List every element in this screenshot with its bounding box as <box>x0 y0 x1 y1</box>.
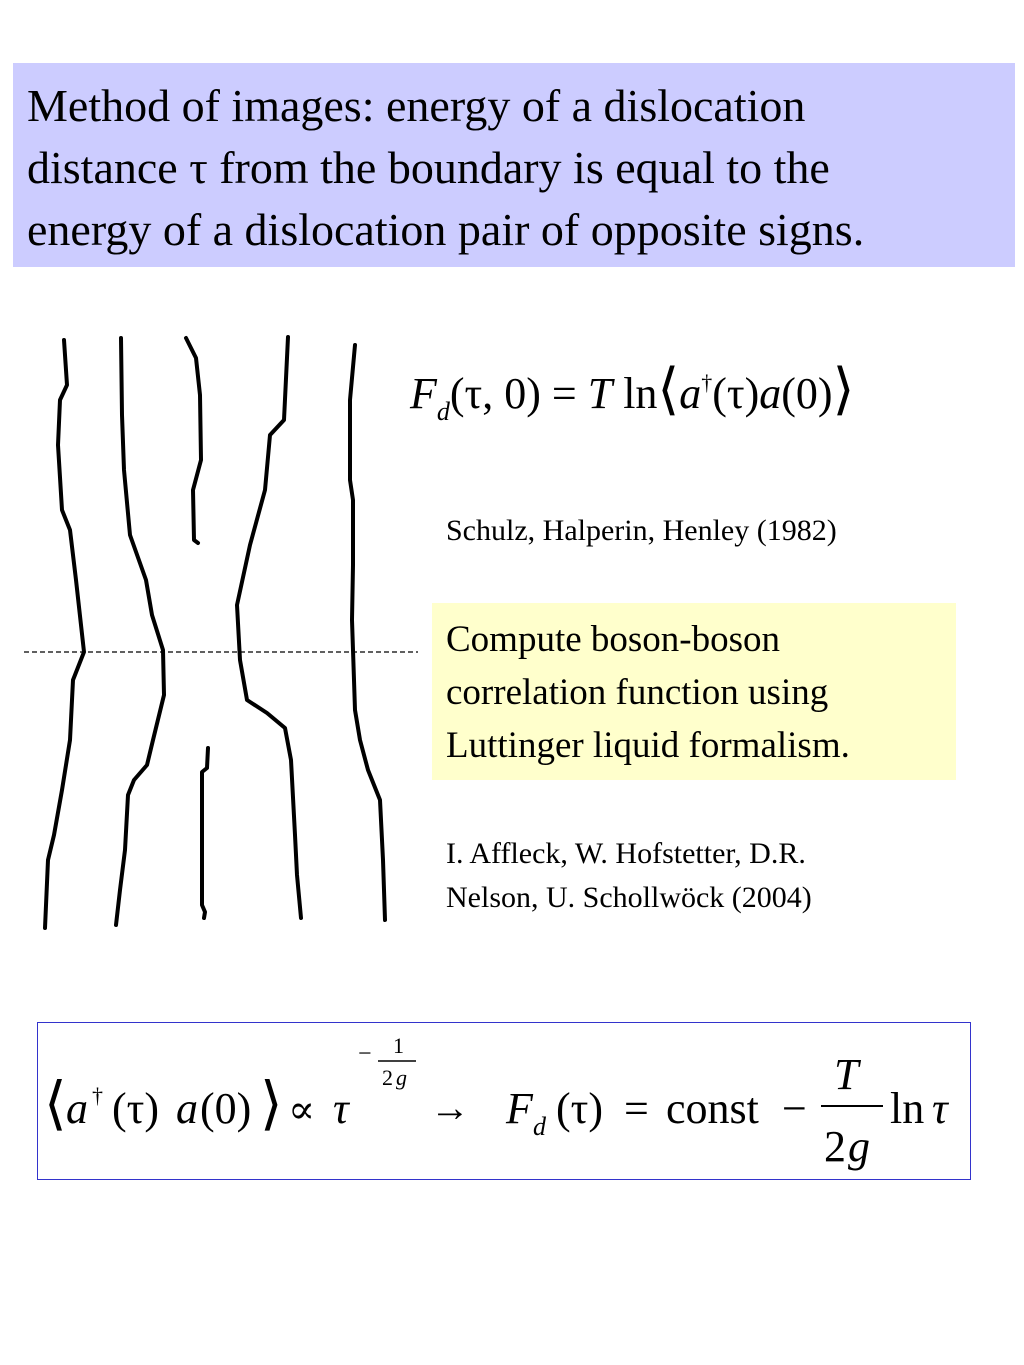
dislocation-line-5 <box>237 337 301 918</box>
dislocation-line-2 <box>116 338 164 925</box>
eq-F-symbol: F <box>410 369 437 418</box>
correlation-equation <box>38 1023 970 1179</box>
eq-tau-arg: (τ) <box>712 369 760 418</box>
eq2-exp-numerator: 1 <box>393 1033 404 1058</box>
eq-a-operator-2: a <box>759 369 782 418</box>
eq2-frac-den-var: g <box>848 1122 870 1171</box>
eq-zero-arg: (0) <box>781 369 833 418</box>
eq2-dagger: † <box>92 1083 103 1108</box>
eq-open-bracket: ⟨ <box>657 359 680 421</box>
eq2-tau: τ <box>333 1084 349 1133</box>
eq2-exp-den-var: g <box>396 1065 407 1090</box>
reference-schulz: Schulz, Halperin, Henley (1982) <box>446 514 837 547</box>
eq2-frac-numerator: T <box>834 1050 859 1099</box>
reference-affleck-line-1: I. Affleck, W. Hofstetter, D.R. <box>446 837 806 870</box>
reference-affleck-line-2: Nelson, U. Schollwöck (2004) <box>446 881 812 914</box>
eq-a-operator: a <box>679 369 702 418</box>
eq2-F-arg: (τ) <box>556 1084 603 1133</box>
title-line-1: Method of images: energy of a dislocation <box>27 80 806 131</box>
eq-T-symbol: T <box>587 369 613 418</box>
eq2-const: const <box>666 1084 759 1133</box>
eq2-ln: ln <box>890 1084 925 1133</box>
eq2-open-bracket: ⟨ <box>44 1071 67 1136</box>
highlight-line-2: correlation function using <box>446 672 829 713</box>
dislocation-line-1 <box>45 340 84 928</box>
eq2-zero-arg: (0) <box>200 1084 252 1133</box>
eq2-ln-tau: τ <box>932 1084 948 1133</box>
dislocation-line-6 <box>350 345 385 920</box>
title-line-3: energy of a dislocation pair of opposite signs. <box>27 204 865 255</box>
eq2-F-subscript: d <box>533 1112 546 1141</box>
eq2-frac-den-number: 2 <box>824 1122 846 1171</box>
eq2-tau-arg: (τ) <box>112 1084 159 1133</box>
highlight-line-1: Compute boson-boson <box>446 619 781 660</box>
dislocation-line-4 <box>202 748 208 918</box>
correlation-equation-box <box>37 1022 971 1180</box>
eq-dagger: † <box>701 370 713 395</box>
title-box <box>13 63 1015 267</box>
eq2-equals: = <box>624 1084 649 1133</box>
eq-close-bracket: ⟩ <box>832 359 855 421</box>
dislocation-line-3 <box>186 338 201 543</box>
eq-F-subscript: d <box>436 397 450 426</box>
eq2-a-operator-2: a <box>176 1084 198 1133</box>
eq2-close-bracket: ⟩ <box>260 1071 283 1136</box>
eq-args: (τ, 0) = <box>449 369 588 418</box>
eq2-arrow: → <box>430 1085 470 1130</box>
highlight-box <box>432 603 956 780</box>
free-energy-equation <box>410 360 854 431</box>
eq2-minus: − <box>782 1084 807 1133</box>
dislocation-lines-diagram <box>0 320 430 940</box>
eq2-exp-minus: − <box>358 1041 372 1067</box>
eq-ln: ln <box>612 369 658 418</box>
eq2-proportional: ∝ <box>288 1087 316 1132</box>
eq2-F-symbol: F <box>506 1084 533 1133</box>
eq2-exp-den-number: 2 <box>382 1065 393 1090</box>
title-line-2: distance τ from the boundary is equal to the <box>27 142 830 193</box>
eq2-a-operator: a <box>66 1084 88 1133</box>
highlight-line-3: Luttinger liquid formalism. <box>446 725 850 766</box>
reference-affleck <box>446 832 812 920</box>
